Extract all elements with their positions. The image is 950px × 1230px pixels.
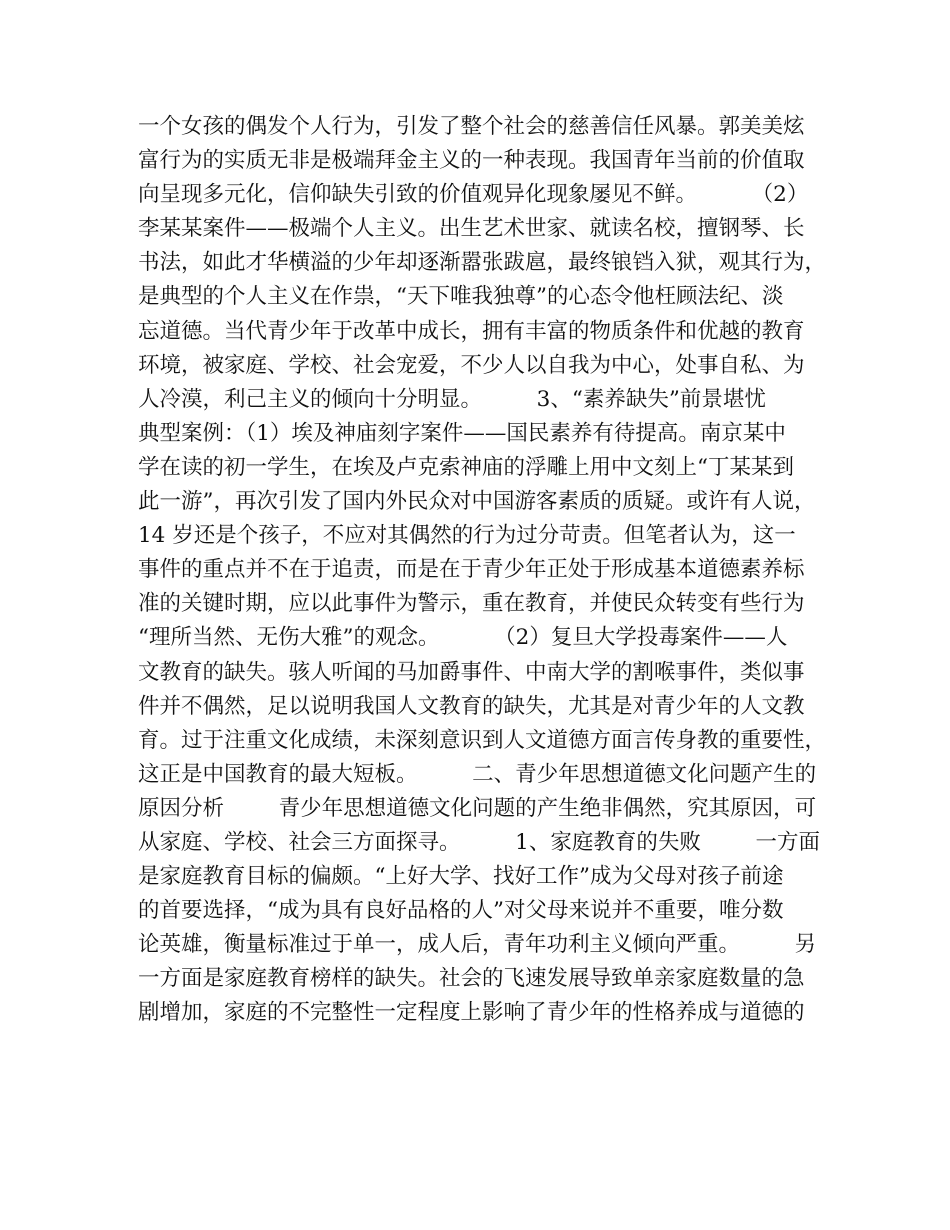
text-line: 是家庭教育目标的偏颇。“上好大学、找好工作”成为父母对孩子前途 [138,864,784,890]
text-line: 原因分析 青少年思想道德文化问题的产生绝非偶然，究其原因，可 [138,795,817,821]
text-line: 这正是中国教育的最大短板。 二、青少年思想道德文化问题产生的 [138,761,817,787]
text-line: 的首要选择，“成为具有良好品格的人”对父母来说并不重要，唯分数 [138,898,784,924]
text-line: 一个女孩的偶发个人行为，引发了整个社会的慈善信任风暴。郭美美炫 [138,114,805,139]
text-line: 书法，如此才华横溢的少年却逐渐嚣张跋扈，最终锒铛入狱，观其行为， [138,250,827,276]
text-line: 件并不偶然，足以说明我国人文教育的缺失，尤其是对青少年的人文教 [138,693,805,719]
text-line: 一方面是家庭教育榜样的缺失。社会的飞速发展导致单亲家庭数量的急 [138,966,805,992]
text-line: 环境，被家庭、学校、社会宠爱，不少人以自我为中心，处事自私、为 [138,352,805,378]
text-line: 李某某案件——极端个人主义。出生艺术世家、就读名校，擅钢琴、长 [138,216,805,242]
text-line: 14 岁还是个孩子，不应对其偶然的行为过分苛责。但笔者认为，这一 [138,523,796,549]
text-line: 此一游”，再次引发了国内外民众对中国游客素质的质疑。或许有人说， [138,489,816,515]
text-line: 忘道德。当代青少年于改革中成长，拥有丰富的物质条件和优越的教育 [138,318,805,344]
text-line: 典型案例：（1）埃及神庙刻字案件——国民素养有待提高。南京某中 [138,420,786,446]
text-line: “理所当然、无伤大雅”的观念。 （2）复旦大学投毒案件——人 [138,625,788,651]
text-line: 学在读的初一学生，在埃及卢克索神庙的浮雕上用中文刻上“丁某某到 [138,454,794,480]
text-line: 从家庭、学校、社会三方面探寻。 1、家庭教育的失败 一方面 [138,829,821,855]
text-line: 论英雄，衡量标准过于单一，成人后，青年功利主义倾向严重。 另 [138,932,817,958]
text-line: 富行为的实质无非是极端拜金主义的一种表现。我国青年当前的价值取 [138,148,805,174]
text-line: 准的关键时期，应以此事件为警示，重在教育，并使民众转变有些行为 [138,591,805,617]
text-line: 剧增加，家庭的不完整性一定程度上影响了青少年的性格养成与道德的 [138,1000,805,1026]
body-text [138,110,827,1031]
text-line: 人冷漠，利己主义的倾向十分明显。 3、“素养缺失”前景堪忧 [138,386,766,412]
text-line: 育。过于注重文化成绩，未深刻意识到人文道德方面言传身教的重要性， [138,727,827,753]
text-line: 是典型的个人主义在作祟，“天下唯我独尊”的心态令他枉顾法纪、淡 [138,284,784,310]
text-line: 事件的重点并不在于追责，而是在于青少年正处于形成基本道德素养标 [138,557,805,583]
text-line: 向呈现多元化，信仰缺失引致的价值观异化现象屡见不鲜。 （2） [138,182,809,208]
text-line: 文教育的缺失。骇人听闻的马加爵事件、中南大学的割喉事件，类似事 [138,659,805,685]
